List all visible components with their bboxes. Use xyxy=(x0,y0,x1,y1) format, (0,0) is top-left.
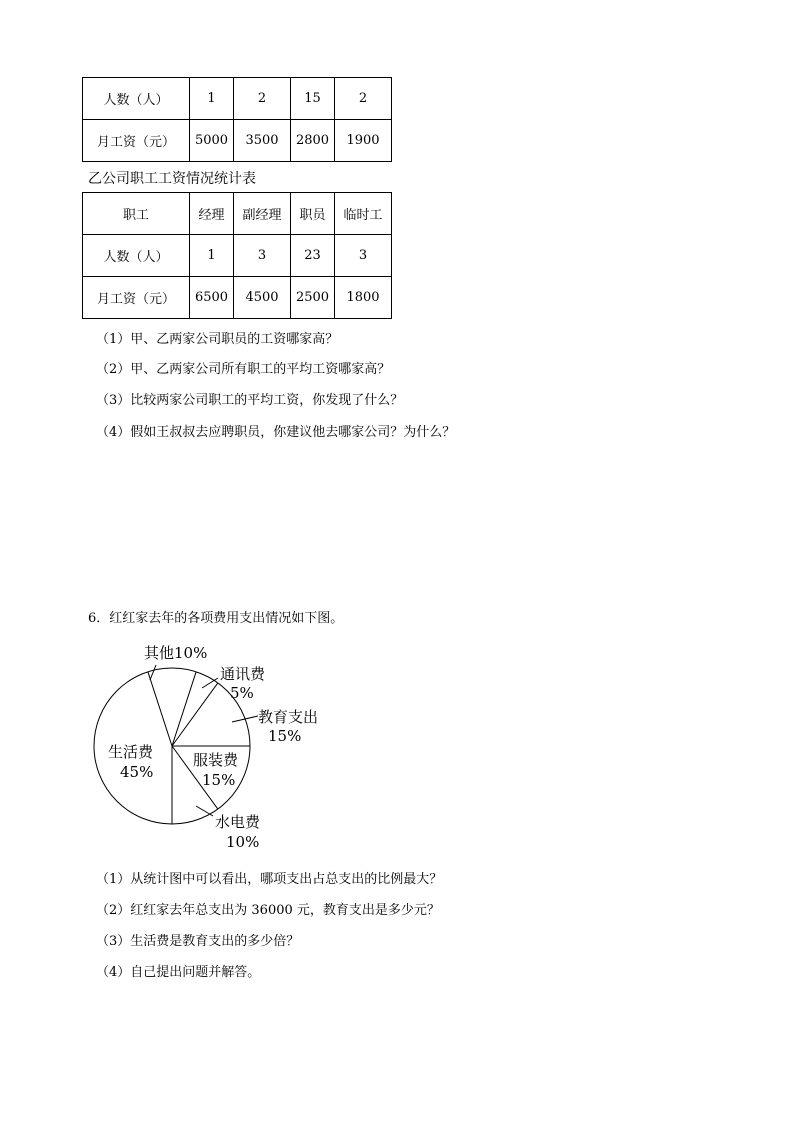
slice-label-utilities: 水电费 xyxy=(215,813,261,831)
column-header: 经理 xyxy=(190,193,234,235)
column-header: 临时工 xyxy=(335,193,392,235)
question-6-3: （3）生活费是教育支出的多少倍？ xyxy=(96,934,300,949)
slice-label-other: 其他10% xyxy=(144,644,208,662)
slice-label-telecom: 通讯费 xyxy=(220,665,266,683)
expense-pie-chart xyxy=(80,630,350,855)
label-leader-line xyxy=(150,665,156,680)
row-label: 人数（人） xyxy=(83,78,190,120)
table-cell: 1 xyxy=(190,235,234,277)
table-cell: 2500 xyxy=(291,277,335,319)
table-cell: 4500 xyxy=(234,277,291,319)
row-label: 人数（人） xyxy=(83,235,190,277)
slice-label-education: 教育支出 xyxy=(258,708,319,726)
table-cell: 1800 xyxy=(335,277,392,319)
table-cell: 23 xyxy=(291,235,335,277)
pie-slice-boundary xyxy=(172,683,218,746)
problem-6-heading: 6．红红家去年的各项费用支出情况如下图。 xyxy=(88,611,344,626)
slice-pct-education: 15% xyxy=(268,727,302,745)
table-cell: 3 xyxy=(234,235,291,277)
company-a-wage-table xyxy=(82,77,392,162)
pie-slice-boundary xyxy=(172,672,196,746)
slice-pct-living: 45% xyxy=(120,763,154,781)
table-cell: 2 xyxy=(234,78,291,120)
table-cell: 6500 xyxy=(190,277,234,319)
slice-label-clothing: 服装费 xyxy=(193,751,239,769)
label-leader-line xyxy=(196,806,213,816)
table-row xyxy=(83,78,392,120)
column-header: 职员 xyxy=(291,193,335,235)
column-header: 职工 xyxy=(83,193,190,235)
table-cell: 3 xyxy=(335,235,392,277)
question-6-2: （2）红红家去年总支出为 36000 元，教育支出是多少元？ xyxy=(96,903,440,918)
question-5-3: （3）比较两家公司职工的平均工资，你发现了什么？ xyxy=(96,393,404,408)
table-cell: 2 xyxy=(335,78,392,120)
slice-label-living: 生活费 xyxy=(108,743,154,761)
table-row xyxy=(83,277,392,319)
slice-pct-clothing: 15% xyxy=(202,771,236,789)
table-cell: 15 xyxy=(291,78,335,120)
table-cell: 5000 xyxy=(190,120,234,162)
row-label: 月工资（元） xyxy=(83,277,190,319)
slice-pct-utilities: 10% xyxy=(226,833,260,851)
table-cell: 1 xyxy=(190,78,234,120)
column-header: 副经理 xyxy=(234,193,291,235)
question-5-1: （1）甲、乙两家公司职员的工资哪家高？ xyxy=(96,332,339,347)
company-b-table-caption: 乙公司职工工资情况统计表 xyxy=(88,171,256,187)
table-header-row xyxy=(83,193,392,235)
table-row xyxy=(83,120,392,162)
question-5-4: （4）假如王叔叔去应聘职员，你建议他去哪家公司？为什么？ xyxy=(96,425,456,440)
question-5-2: （2）甲、乙两家公司所有职工的平均工资哪家高？ xyxy=(96,362,391,377)
question-6-1: （1）从统计图中可以看出，哪项支出占总支出的比例最大？ xyxy=(96,872,443,887)
row-label: 月工资（元） xyxy=(83,120,190,162)
table-cell: 2800 xyxy=(291,120,335,162)
slice-pct-telecom: 5% xyxy=(230,684,254,702)
label-leader-line xyxy=(232,716,258,722)
question-6-4: （4）自己提出问题并解答。 xyxy=(96,965,261,980)
table-cell: 1900 xyxy=(335,120,392,162)
pie-slice-boundary xyxy=(148,672,172,746)
company-b-wage-table xyxy=(82,192,392,319)
table-cell: 3500 xyxy=(234,120,291,162)
table-row xyxy=(83,235,392,277)
